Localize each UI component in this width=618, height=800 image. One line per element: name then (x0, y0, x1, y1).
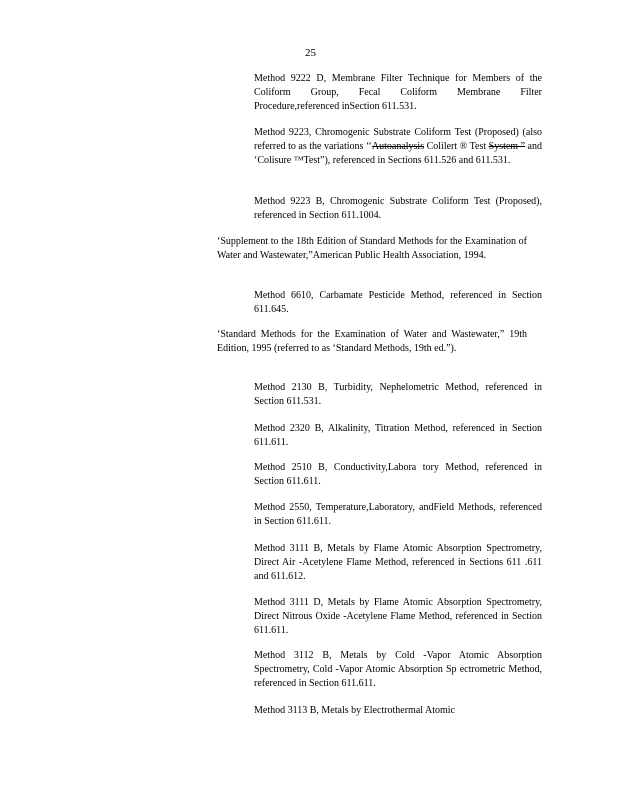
paragraph-method-3111d: Method 3111 D, Metals by Flame Atomic Absorption Spectrometry, Direct Nitrous Oxide -Acetylene Flame Method, referenced in Section 611.611. (254, 597, 542, 636)
paragraph-method-9223 (254, 126, 542, 168)
page-number: 25 (305, 47, 316, 59)
struck-text-system: System ” (488, 141, 526, 152)
paragraph-method-2130b: Method 2130 B, Turbidity, Nephelometric Method, referenced in Section 611.531. (254, 382, 542, 407)
method-9223-text-2: Colilert ® Test (424, 141, 489, 152)
paragraph-supplement-18th: ‘Supplement to the 18th Edition of Standard Methods for the Examination of Water and Wastewater,”American Public Health Association, 1994. (217, 236, 527, 261)
paragraph-method-2510b: Method 2510 B, Conductivity,Labora tory Method, referenced in Section 611.611. (254, 462, 542, 487)
paragraph-method-3112b: Method 3112 B, Metals by Cold -Vapor Atomic Absorption Spectrometry, Cold -Vapor Atomic Absorption Sp ectrometric Method, referenced in Section 611.611. (254, 650, 542, 689)
paragraph-method-2320b: Method 2320 B, Alkalinity, Titration Method, referenced in Section 611.611. (254, 423, 542, 448)
paragraph-method-3111b: Method 3111 B, Metals by Flame Atomic Absorption Spectrometry, Direct Air -Acetylene Flame Method, referenced in Sections 611 .611 and 611.612. (254, 543, 542, 582)
paragraph-method-9222d: Method 9222 D, Membrane Filter Technique for Members of the Coliform Group, Fecal Coliform Membrane Filter Procedure,referenced inSection 611.531. (254, 73, 542, 112)
paragraph-standard-methods-19th: ‘Standard Methods for the Examination of Water and Wastewater,” 19th Edition, 1995 (referred to as ‘Standard Methods, 19th ed.”). (217, 329, 527, 354)
paragraph-method-9223b: Method 9223 B, Chromogenic Substrate Coliform Test (Proposed), referenced in Section 611.1004. (254, 196, 542, 221)
paragraph-method-2550: Method 2550, Temperature,Laboratory, andField Methods, referenced in Section 611.611. (254, 502, 542, 527)
method-9223-text-3: and ‘Colisure ™Test”), referenced in Sections 611.526 and 611.531. (254, 141, 542, 166)
paragraph-method-6610: Method 6610, Carbamate Pesticide Method, referenced in Section 611.645. (254, 290, 542, 315)
struck-text-autoanalysis: Autoanalysis (371, 141, 425, 152)
paragraph-method-3113b: Method 3113 B, Metals by Electrothermal Atomic (254, 705, 455, 716)
method-9223-text-1: Method 9223, Chromogenic Substrate Coliform Test (Proposed) (also referred to as the variations ‘‘ (254, 127, 542, 152)
